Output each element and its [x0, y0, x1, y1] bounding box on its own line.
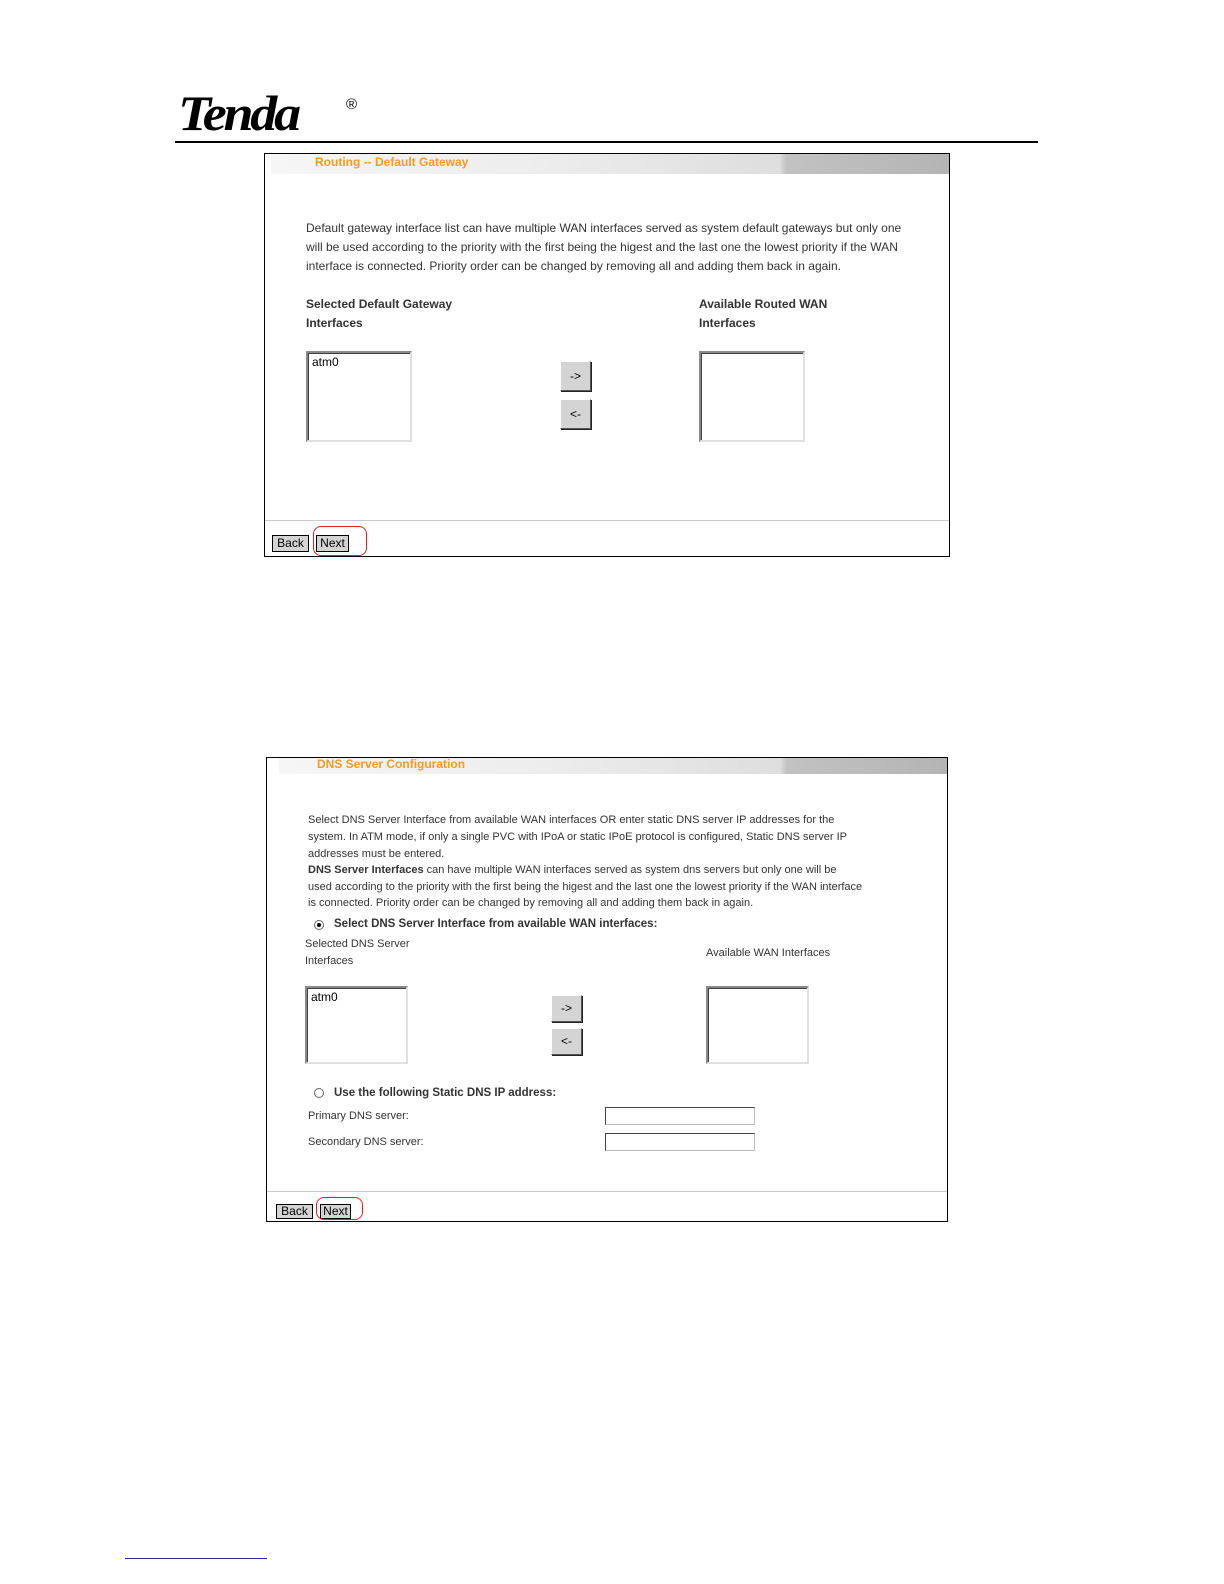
selected-dns-label: Selected DNS Server — [305, 938, 410, 950]
list-item[interactable]: atm0 — [312, 355, 339, 369]
selected-gateway-label-2: Interfaces — [306, 316, 363, 330]
dns-config-panel — [266, 757, 948, 1222]
available-wan-listbox[interactable] — [699, 351, 805, 442]
secondary-dns-input[interactable] — [605, 1133, 755, 1151]
available-wan-label-2: Interfaces — [699, 316, 756, 330]
available-wan-listbox[interactable] — [706, 986, 809, 1064]
available-wan-label: Available WAN Interfaces — [706, 947, 831, 959]
description-line-3: interface is connected. Priority order can be changed by removing all and adding them back in again. — [306, 259, 841, 273]
secondary-dns-label: Secondary DNS server: — [308, 1136, 424, 1148]
page-title: Routing -- Default Gateway — [315, 155, 469, 169]
static-option-radio[interactable] — [314, 1088, 324, 1098]
tenda-logo: Tenda — [178, 85, 298, 141]
description-line-2: will be used according to the priority with the first being the higest and the last one the lowest priority if the WAN — [306, 240, 898, 254]
footer-divider — [265, 520, 949, 521]
static-option-label: Use the following Static DNS IP address: — [334, 1087, 557, 1099]
remove-interface-button[interactable]: <- — [551, 1028, 582, 1055]
remove-interface-button[interactable]: <- — [560, 399, 591, 429]
description-line-5: used according to the priority with the first being the higest and the last one the lowest priority if the WAN interface — [308, 881, 863, 893]
description-line-1: Default gateway interface list can have multiple WAN interfaces served as system default gateways but only one — [306, 221, 902, 235]
back-button[interactable]: Back — [272, 535, 309, 552]
description-line-3: addresses must be entered. — [308, 848, 445, 860]
selected-gateway-label: Selected Default Gateway — [306, 297, 453, 311]
panel-title-bar — [271, 154, 949, 174]
list-item[interactable]: atm0 — [311, 990, 338, 1004]
primary-dns-label: Primary DNS server: — [308, 1110, 409, 1122]
primary-dns-input[interactable] — [605, 1107, 755, 1125]
next-button[interactable]: Next — [320, 1204, 351, 1219]
panel-title-bar — [279, 758, 947, 774]
header-divider — [175, 141, 1038, 143]
add-interface-button[interactable]: -> — [551, 995, 582, 1022]
description-line-6: is connected. Priority order can be changed by removing all and adding them back in again. — [308, 897, 754, 909]
back-button[interactable]: Back — [276, 1204, 313, 1219]
page-title: DNS Server Configuration — [317, 757, 466, 771]
selected-dns-label-2: Interfaces — [305, 955, 354, 967]
add-interface-button[interactable]: -> — [560, 361, 591, 391]
default-gateway-panel — [264, 153, 950, 557]
description-line-4-rest: can have multiple WAN interfaces served as system dns servers but only one will be — [423, 864, 837, 876]
interface-option-radio[interactable] — [314, 920, 324, 930]
dns-interfaces-term: DNS Server Interfaces — [308, 864, 424, 876]
footer-divider — [267, 1191, 947, 1192]
available-wan-label: Available Routed WAN — [699, 297, 828, 311]
next-button[interactable]: Next — [316, 535, 349, 552]
footer-link-underline — [125, 1558, 267, 1559]
selected-dns-listbox[interactable] — [305, 986, 408, 1064]
description-line-2: system. In ATM mode, if only a single PVC with IPoA or static IPoE protocol is configured, Static DNS server IP — [308, 831, 848, 843]
interface-option-label: Select DNS Server Interface from available WAN interfaces: — [334, 918, 658, 930]
description-line-4 — [308, 864, 836, 876]
description-line-1: Select DNS Server Interface from available WAN interfaces OR enter static DNS server IP addresses for the — [308, 814, 835, 826]
registered-mark: ® — [346, 96, 358, 113]
selected-gateway-listbox[interactable] — [306, 351, 412, 442]
